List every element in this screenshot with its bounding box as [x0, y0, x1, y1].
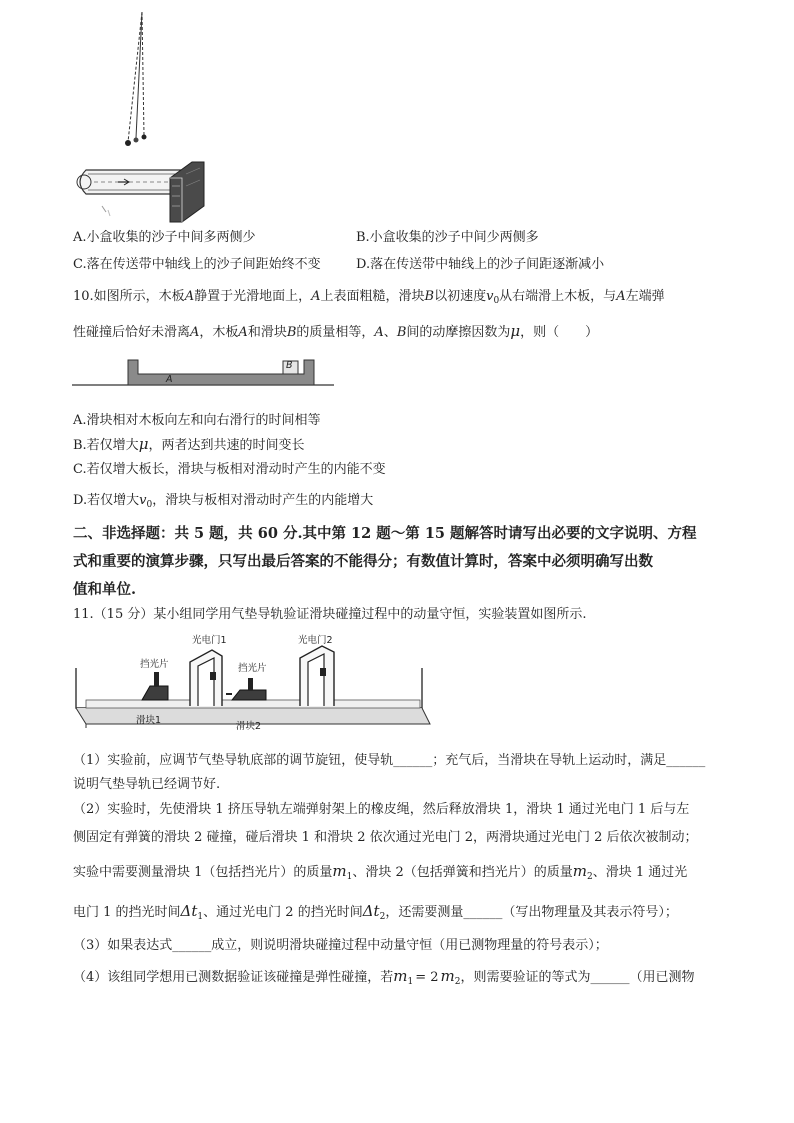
- q10-stem-line2: [73, 322, 598, 342]
- section2-heading-line1: 二、非选择题：共 5 题，共 60 分.其中第 12 题～第 15 题解答时请写出必要的文字说明、方程: [73, 525, 697, 542]
- section2-heading-line2: 式和重要的演算步骤，只写出最后答案的不能得分；有数值计算时，答案中必须明确写出数: [73, 553, 653, 570]
- q11-stem: 11.（15 分）某小组同学用气垫导轨验证滑块碰撞过程中的动量守恒，实验装置如图所示.: [73, 607, 587, 622]
- q10-stem-text: 间的动摩擦因数为: [406, 325, 511, 340]
- q10-var-a: A: [190, 325, 200, 340]
- q11-figure-label-slider2: 滑块2: [236, 721, 262, 732]
- q10-stem-line1: [73, 288, 665, 310]
- q11-var-m-sub: 1: [407, 977, 414, 987]
- q10-stem-text: 从右端滑上木板，与: [499, 289, 617, 304]
- q10-stem-text: 静置于光滑地面上，: [194, 289, 312, 304]
- q11-part4-text: （4）该组同学想用已测数据验证该碰撞是弹性碰撞，若: [73, 970, 394, 985]
- q11-part3: （3）如果表达式______成立，则说明滑块碰撞过程中动量守恒（用已测物理量的符号表示）；: [73, 938, 608, 953]
- q10-stem-text: 和滑块: [247, 325, 287, 340]
- q11-var-dt-sub: 2: [379, 912, 386, 922]
- q11-var-m-sub: 2: [454, 977, 461, 987]
- q10-figure: [72, 352, 334, 388]
- q11-var-m-sub: 2: [587, 872, 593, 882]
- q10-var-v0: v: [139, 493, 147, 508]
- q10-option-d-text: ，滑块与板相对滑动时产生的内能增大: [152, 493, 374, 508]
- q10-var-a: A: [238, 325, 248, 340]
- q10-stem-text: 的质量相等，: [296, 325, 375, 340]
- q11-figure-label-gate2: 光电门2: [298, 635, 333, 646]
- q9-figure: [66, 10, 216, 224]
- q10-var-a: A: [374, 325, 384, 340]
- q10-var-b: B: [286, 325, 297, 340]
- q11-var-dt: Δt: [180, 902, 198, 920]
- q11-part4-text: ，则需要验证的等式为______（用已测物: [460, 970, 695, 985]
- q11-figure-label-gate1: 光电门1: [192, 635, 227, 646]
- q10-var-a: A: [184, 289, 195, 304]
- q10-figure-label-b: B: [286, 360, 293, 371]
- q10-var-a: A: [311, 289, 321, 304]
- q11-figure: [72, 632, 432, 740]
- q10-stem-text: 上表面粗糙，滑块: [320, 289, 425, 304]
- q11-part1-line1: （1）实验前，应调节气垫导轨底部的调节旋钮，使导轨______；充气后，当滑块在导轨上运动时，满足______: [73, 753, 706, 768]
- q11-var-m: m: [393, 967, 408, 985]
- q11-part2-line2: 侧固定有弹簧的滑块 2 碰撞，碰后滑块 1 和滑块 2 依次通过光电门 2，两滑块通过光电门 2 后依次被制动；: [73, 830, 698, 845]
- q11-var-m: m: [440, 967, 455, 985]
- q10-var-a: A: [616, 289, 626, 304]
- q9-option-d: D.落在传送带中轴线上的沙子间距逐渐减小: [356, 257, 605, 272]
- q11-part2-text: 电门 1 的挡光时间: [73, 905, 181, 920]
- q11-figure-label-shade-mid: 挡光片: [238, 663, 267, 674]
- q10-stem-text: ，木板: [199, 325, 239, 340]
- q9-option-c: C.落在传送带中轴线上的沙子间距始终不变: [73, 257, 321, 272]
- q10-option-a: A.滑块相对木板向左和向右滑行的时间相等: [73, 413, 321, 428]
- q11-var-m-sub: 1: [346, 872, 353, 882]
- q11-var-m: m: [572, 862, 588, 880]
- q9-option-a: A.小盒收集的沙子中间多两侧少: [73, 230, 256, 245]
- section2-heading-line3: 值和单位.: [73, 581, 137, 598]
- q10-var-v0: v: [486, 289, 494, 304]
- q10-option-b: [73, 435, 304, 455]
- q11-part2-line3: [73, 862, 687, 886]
- q9-option-b: B.小盒收集的沙子中间少两侧多: [356, 230, 539, 245]
- q11-part2-text: 、滑块 2（包括弹簧和挡光片）的质量: [352, 865, 573, 880]
- q10-var-mu: μ: [138, 435, 149, 453]
- q11-part2-text: 、通过光电门 2 的挡光时间: [203, 905, 363, 920]
- q10-option-b-text: ，两者达到共速的时间变长: [148, 438, 305, 453]
- q11-part2-line1: （2）实验时，先使滑块 1 挤压导轨左端弹射架上的橡皮绳，然后释放滑块 1，滑块 1 通过光电门 1 后与左: [73, 802, 690, 817]
- q11-part2-text: ，还需要测量______（写出物理量及其表示符号）；: [385, 905, 678, 920]
- q11-part2-line4: [73, 902, 678, 926]
- q10-option-b-text: B.若仅增大: [73, 438, 139, 453]
- q10-stem-text: 左端弹: [625, 289, 665, 304]
- q11-figure-label-slider1: 滑块1: [136, 715, 162, 726]
- q11-part4-eq: = 2: [415, 970, 439, 985]
- q10-var-mu: μ: [510, 322, 521, 340]
- q10-stem-text: 10.如图所示，木板: [73, 289, 185, 304]
- q10-option-d: [73, 492, 373, 514]
- q11-var-dt: Δt: [362, 902, 380, 920]
- q11-part4: [73, 967, 695, 991]
- q10-var-b: B: [396, 325, 407, 340]
- q10-var-v0-sub: 0: [493, 296, 500, 306]
- q10-figure-label-a: A: [166, 374, 173, 385]
- q10-stem-text: 以初速度: [434, 289, 487, 304]
- q10-var-b: B: [424, 289, 435, 304]
- q11-part1-line2: 说明气垫导轨已经调节好.: [73, 777, 221, 792]
- q10-option-c: C.若仅增大板长，滑块与板相对滑动时产生的内能不变: [73, 462, 386, 477]
- q11-part2-text: 实验中需要测量滑块 1（包括挡光片）的质量: [73, 865, 333, 880]
- q10-stem-text: 、: [383, 325, 397, 340]
- q11-var-dt-sub: 1: [197, 912, 204, 922]
- q11-var-m: m: [332, 862, 347, 880]
- q10-stem-text: ，则（ ）: [520, 325, 599, 340]
- q10-stem-text: 性碰撞后恰好未滑离: [73, 325, 191, 340]
- q10-option-d-text: D.若仅增大: [73, 493, 140, 508]
- q11-part2-text: 、滑块 1 通过光: [592, 865, 688, 880]
- q11-figure-label-shade-left: 挡光片: [140, 659, 169, 670]
- q10-var-v0-sub: 0: [146, 500, 153, 510]
